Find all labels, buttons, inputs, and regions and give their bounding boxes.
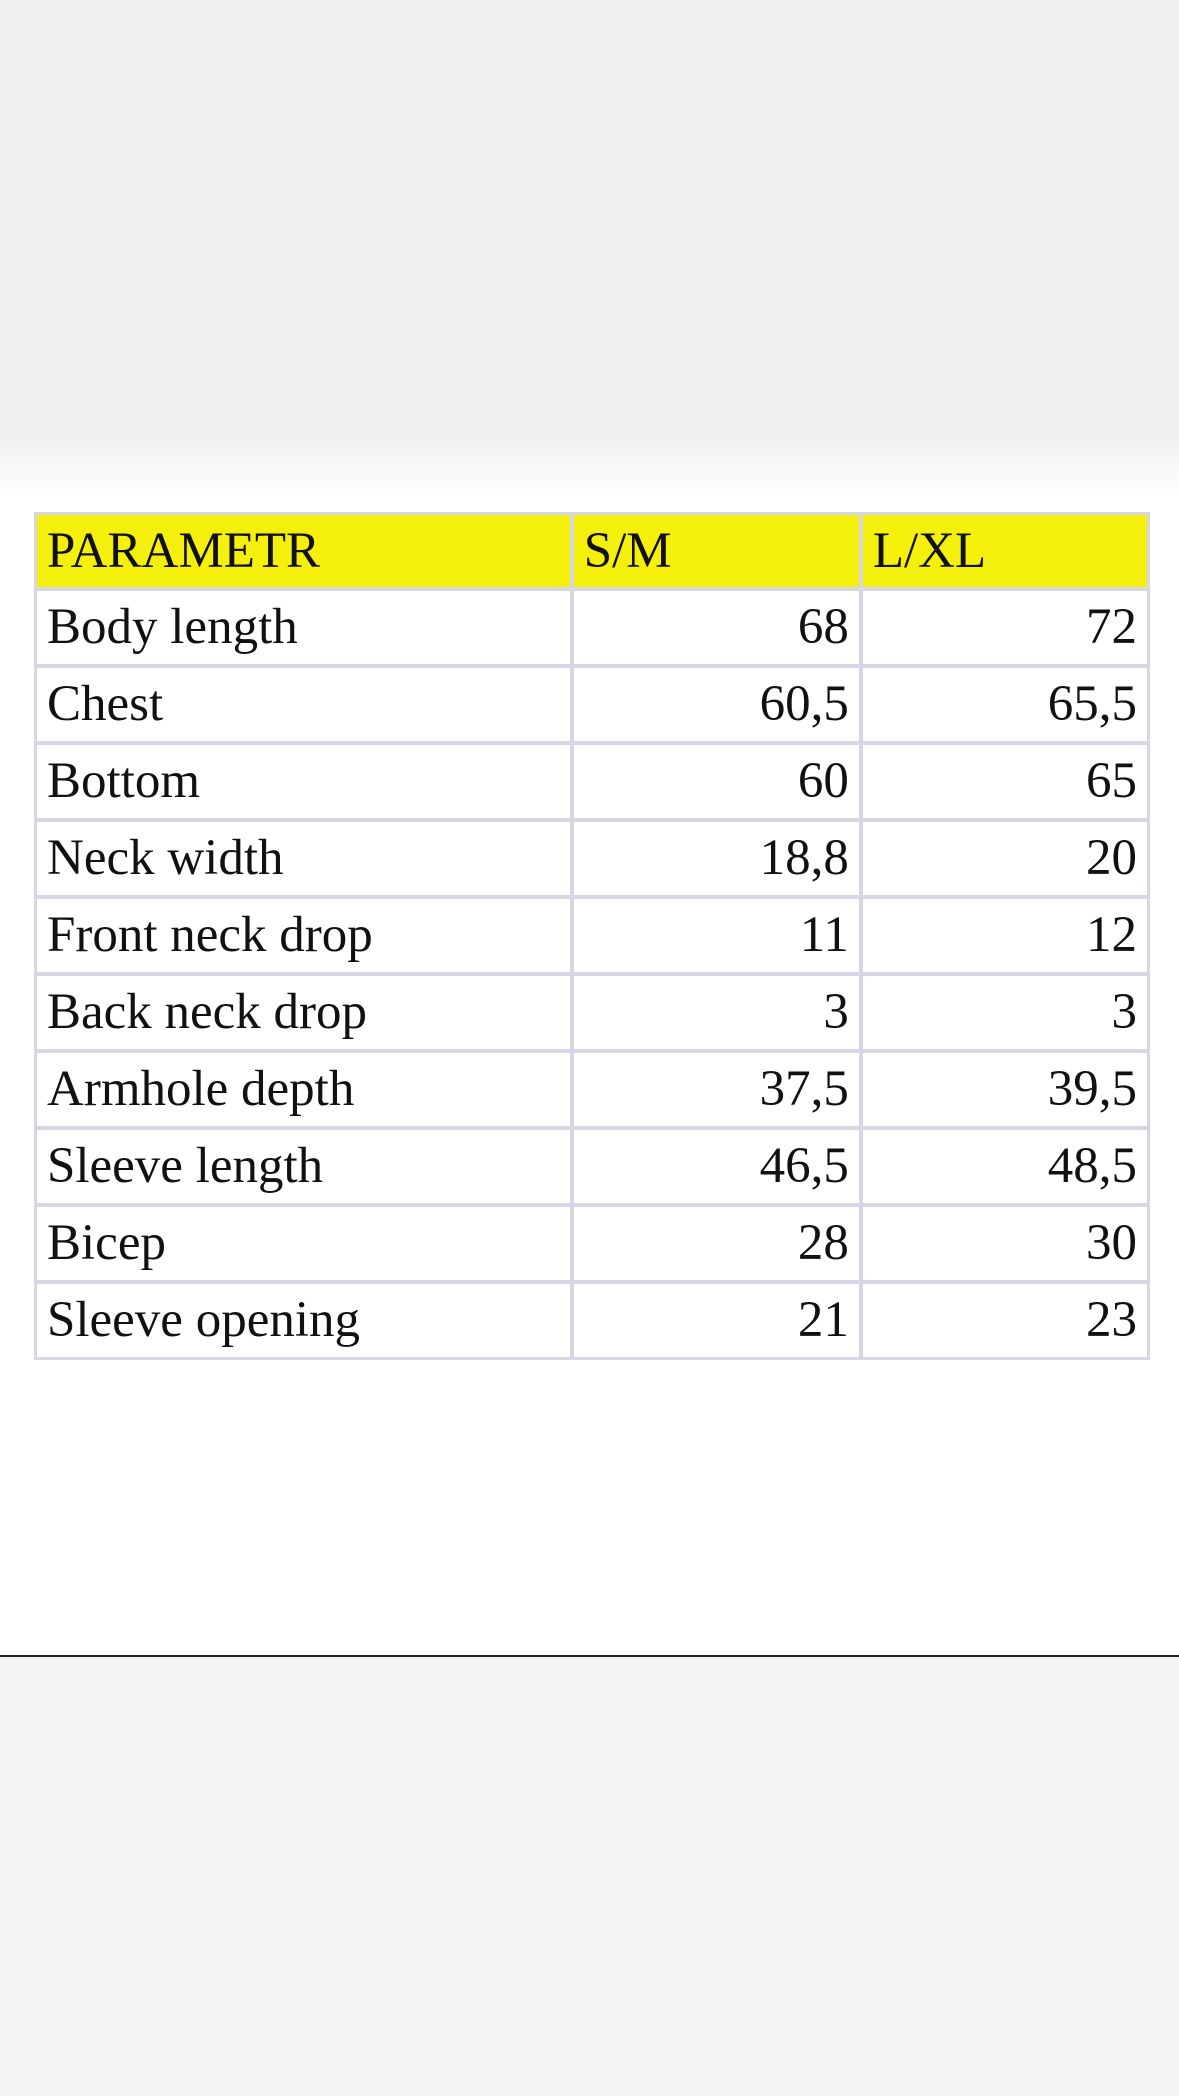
value-sm: 28 [574, 1207, 863, 1284]
value-sm: 18,8 [574, 822, 863, 899]
row-label: Body length [37, 591, 574, 668]
table-row [37, 1130, 1147, 1207]
row-label: Front neck drop [37, 899, 574, 976]
size-chart-table [34, 512, 1150, 1360]
row-label: Sleeve opening [37, 1284, 574, 1357]
value-sm: 3 [574, 976, 863, 1053]
row-label: Sleeve length [37, 1130, 574, 1207]
value-lxl: 72 [863, 591, 1147, 668]
value-lxl: 30 [863, 1207, 1147, 1284]
value-lxl: 20 [863, 822, 1147, 899]
row-label: Bicep [37, 1207, 574, 1284]
value-lxl: 65 [863, 745, 1147, 822]
bottom-background [0, 1657, 1179, 2096]
panel-shadow [0, 437, 1179, 497]
top-background [0, 0, 1179, 437]
row-label: Chest [37, 668, 574, 745]
header-size-sm: S/M [574, 515, 863, 591]
table-row [37, 1207, 1147, 1284]
row-label: Neck width [37, 822, 574, 899]
table-row [37, 591, 1147, 668]
value-sm: 46,5 [574, 1130, 863, 1207]
table-row [37, 1053, 1147, 1130]
table-row [37, 1284, 1147, 1357]
table-row [37, 822, 1147, 899]
value-sm: 11 [574, 899, 863, 976]
value-lxl: 23 [863, 1284, 1147, 1357]
value-lxl: 65,5 [863, 668, 1147, 745]
row-label: Armhole depth [37, 1053, 574, 1130]
table-row [37, 976, 1147, 1053]
header-parameter: PARAMETR [37, 515, 574, 591]
value-sm: 60,5 [574, 668, 863, 745]
value-sm: 60 [574, 745, 863, 822]
row-label: Back neck drop [37, 976, 574, 1053]
value-lxl: 12 [863, 899, 1147, 976]
value-sm: 21 [574, 1284, 863, 1357]
value-sm: 68 [574, 591, 863, 668]
table-header-row [37, 515, 1147, 591]
value-lxl: 3 [863, 976, 1147, 1053]
value-lxl: 48,5 [863, 1130, 1147, 1207]
header-size-lxl: L/XL [863, 515, 1147, 591]
table-row [37, 668, 1147, 745]
value-lxl: 39,5 [863, 1053, 1147, 1130]
table-row [37, 745, 1147, 822]
value-sm: 37,5 [574, 1053, 863, 1130]
row-label: Bottom [37, 745, 574, 822]
table-row [37, 899, 1147, 976]
